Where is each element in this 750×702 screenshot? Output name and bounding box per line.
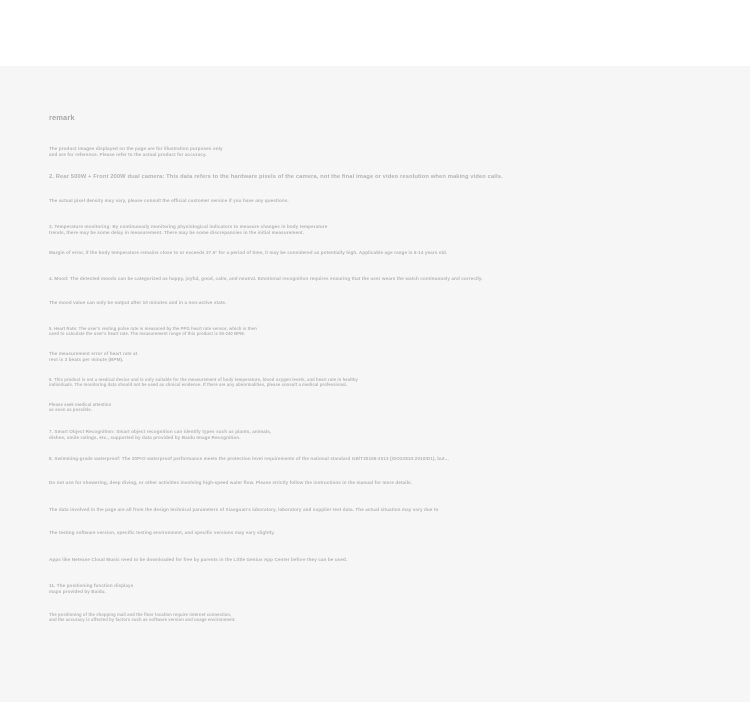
top-blank-area bbox=[0, 0, 750, 66]
remark-item: 5. Heart Rate: The user's resting pulse rate is measured by the PPG heart rate sensor, which is then used to calculate the user's heart rate. The measurement range of this product is 50-240 BPM. bbox=[49, 326, 257, 337]
remark-item: The actual pixel density may vary, please consult the official customer service if you have any questions. bbox=[49, 198, 289, 203]
remark-item: 6. This product is not a medical device and is only suitable for the measurement of body temperature, blood oxygen levels, and heart rate in healthy individuals. The monitoring data should not be used as clinical evidence. If there are any abnormalities, please consult a medical professional. bbox=[49, 377, 358, 388]
remark-item: The data involved in the page are all from the design technical parameters of Xiaoguan's laboratory, laboratory and supplier test data. The actual situation may vary due to bbox=[49, 507, 439, 512]
remark-item: Do not use for showering, deep diving, or other activities involving high-speed water flow. Please strictly follow the instructions in the manual for more details. bbox=[49, 480, 413, 485]
remark-item: The mood value can only be output after 10 minutes and in a non-active state. bbox=[49, 300, 227, 305]
remark-item: Margin of error, if the body temperature remains close to or exceeds 37.5° for a period of time, it may be considered as potentially high. Applicable age range is 6-14 years old. bbox=[49, 250, 448, 255]
remark-item: 4. Mood: The detected moods can be categorized as happy, joyful, good, calm, and neutral. Emotional recognition requires ensuring that the user wears the watch continuously and correctly. bbox=[49, 276, 483, 281]
remark-item: Apps like Netease Cloud Music need to be downloaded for free by parents in the Little Genius App Center before they can be used. bbox=[49, 557, 348, 562]
remark-item: 3. Temperature monitoring: By continuously monitoring physiological indicators to measure changes in body temperature trends, there may be some delay in measurement. There may be some discrepancies in the initial measurement. bbox=[49, 224, 328, 235]
remark-item: 7. Smart Object Recognition: Smart object recognition can identify types such as plants, animals, dishes, smile ratings, etc., supported by data provided by Baidu Image Recognition. bbox=[49, 429, 272, 440]
remark-item: 8. Swimming-grade waterproof: The 20PrO waterproof performance meets the protection level requirements of the national standard GB/T30106-2013 (ISO22810:2010ID1), but... bbox=[49, 456, 449, 461]
remark-item: 11. The positioning function displays maps provided by Baidu. bbox=[49, 583, 134, 594]
remark-title: remark bbox=[49, 113, 75, 122]
remark-item: The product images displayed on the page are for illustration purposes only and are for reference. Please refer to the actual product for accuracy. bbox=[49, 146, 223, 157]
remark-item: The measurement error of heart rate at rest is 3 beats per minute (BPM). bbox=[49, 351, 138, 362]
remark-panel bbox=[0, 66, 750, 702]
remark-item: The positioning of the shopping mall and the floor location require internet connection, and the accuracy is affected by factors such as software version and usage environment. bbox=[49, 612, 236, 623]
remark-item: 2. Rear 500W + Front 200W dual camera: This data refers to the hardware pixels of the camera, not the final image or video resolution when making video calls. bbox=[49, 174, 503, 180]
remark-item: The testing software version, specific testing environment, and specific versions may vary slightly. bbox=[49, 530, 275, 535]
remark-item: Please seek medical attention as soon as possible. bbox=[49, 402, 112, 413]
